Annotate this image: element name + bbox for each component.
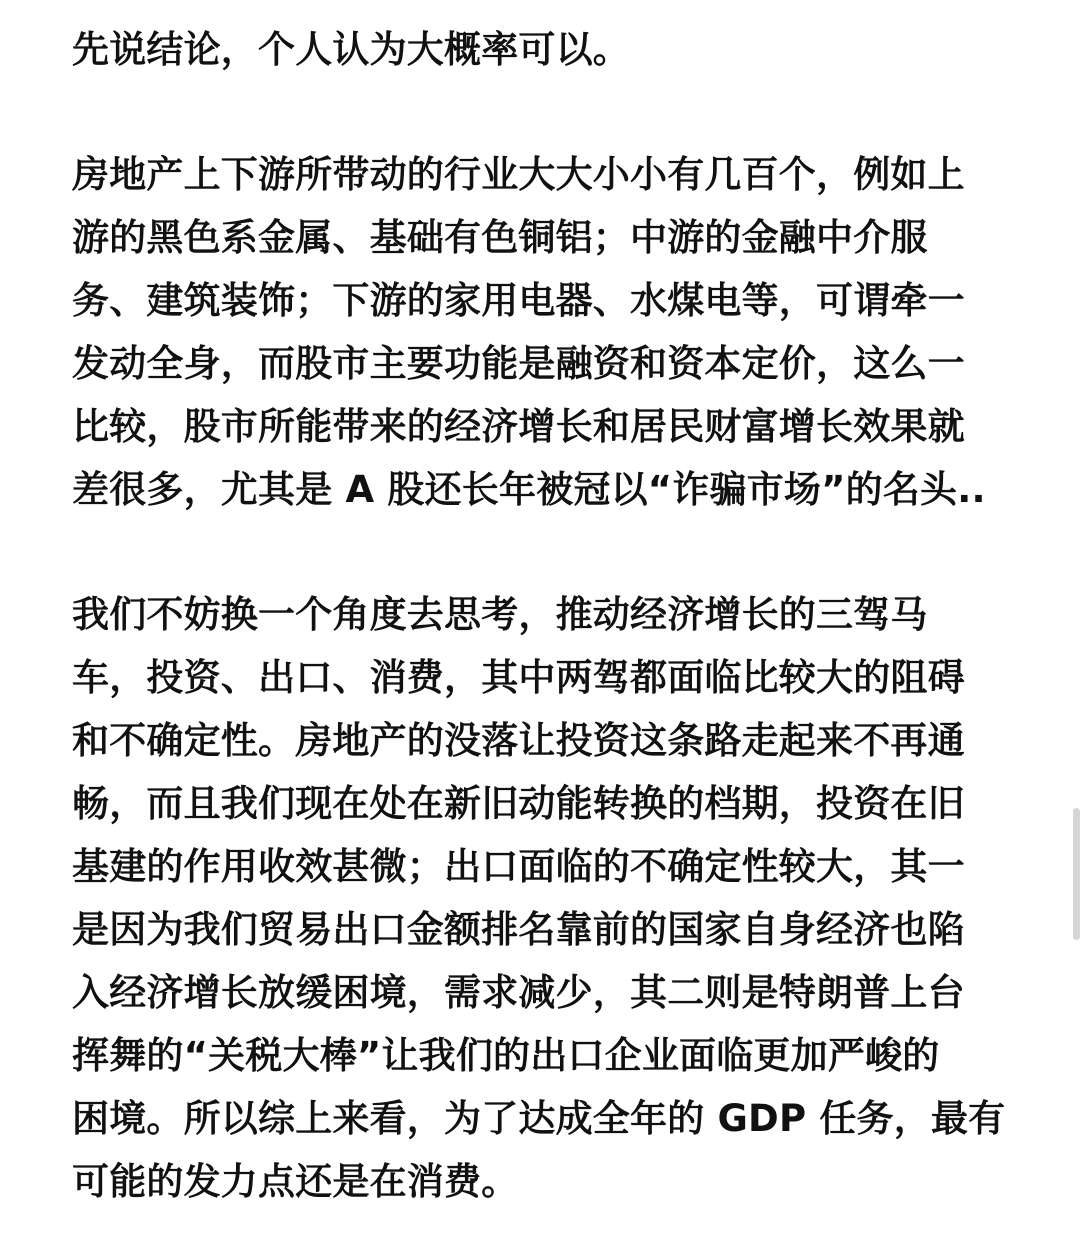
- paragraph-gap: [72, 81, 1008, 143]
- scrollbar-thumb[interactable]: [1073, 808, 1080, 940]
- paragraph-gap: [72, 521, 1008, 583]
- text-line: 是因为我们贸易出口金额排名靠前的国家自身经济也陷: [72, 908, 965, 951]
- text-line: 比较，股市所能带来的经济增长和居民财富增长效果就: [72, 405, 965, 448]
- text-line: 挥舞的“关税大棒”让我们的出口企业面临更加严峻的: [72, 1034, 940, 1077]
- paragraph-real-estate: [72, 143, 1008, 521]
- text-line: 游的黑色系金属、基础有色铜铝；中游的金融中介服: [72, 216, 928, 259]
- text-line: 可能的发力点还是在消费。: [72, 1160, 519, 1203]
- vertical-scrollbar[interactable]: [1072, 0, 1080, 1249]
- text-line: 入经济增长放缓困境，需求减少，其二则是特朗普上台: [72, 971, 965, 1014]
- text-line: 困境。所以综上来看，为了达成全年的 GDP 任务，最有: [72, 1097, 1006, 1140]
- text-line: 房地产上下游所带动的行业大大小小有几百个，例如上: [72, 153, 965, 196]
- text-line: 发动全身，而股市主要功能是融资和资本定价，这么一: [72, 342, 965, 385]
- text-line: 先说结论，个人认为大概率可以。: [72, 28, 630, 71]
- text-line: 和不确定性。房地产的没落让投资这条路走起来不再通: [72, 719, 965, 762]
- text-line: 我们不妨换一个角度去思考，推动经济增长的三驾马: [72, 593, 928, 636]
- text-line: 车，投资、出口、消费，其中两驾都面临比较大的阻碍: [72, 656, 965, 699]
- article-body: [72, 18, 1008, 1213]
- paragraph-conclusion: [72, 18, 1008, 81]
- text-line: 基建的作用收效甚微；出口面临的不确定性较大，其一: [72, 845, 965, 888]
- text-line: 差很多，尤其是 A 股还长年被冠以“诈骗市场”的名头..: [72, 468, 986, 511]
- text-line: 务、建筑装饰；下游的家用电器、水煤电等，可谓牵一: [72, 279, 965, 322]
- paragraph-growth-drivers: [72, 583, 1008, 1213]
- text-line: 畅，而且我们现在处在新旧动能转换的档期，投资在旧: [72, 782, 965, 825]
